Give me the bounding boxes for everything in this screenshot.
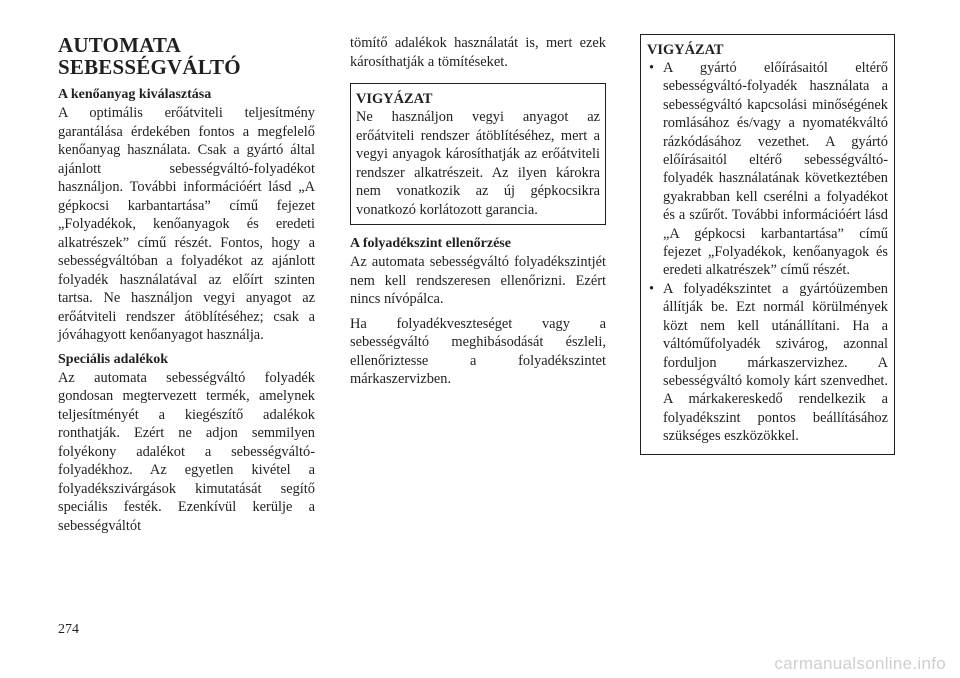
warning-title: VIGYÁZAT — [647, 42, 724, 58]
column-middle — [350, 34, 606, 395]
section-heading-additives: Speciális adalékok — [58, 351, 169, 367]
section-text-fluid-level-2: Ha folyadékveszteséget vagy a sebességváltó meghibásodását észleli, ellenőriztesse a folyadékszintet márkaszervizben. — [350, 315, 606, 387]
warning-text: Ne használjon vegyi anyagot az erőátviteli rendszer átöblítéséhez, mert a vegyi anyagok károsíthatják az erőátviteli rendszer alkatrészeit. Az ilyen károkra nem vonatkozik az új gépkocsikra vonatkozó korlátozott garancia. — [356, 109, 600, 218]
section-heading-lubricant: A kenőanyag kiválasztása — [58, 87, 212, 102]
list-item — [647, 280, 888, 446]
continued-text: tömítő adalékok használatát is, mert ezek károsíthatják a tömítéseket. — [350, 35, 606, 70]
bullet-text: A gyártó előírásaitól eltérő sebességváltó-folyadék használata a sebességváltó kapcsolási minőségének romlásához és/vagy a nyomatékváltó rázkódásához vezethet. A gyártó előírásaitól eltérő sebességváltó-folyadék használatának következtében gyakrabban kell cserélni a folyadékot és a szűrőt. További információért lásd „A gépkocsi karbantartása” című fejezet „Folyadékok, kenőanyagok és eredeti alkatrészek” című részét. — [663, 60, 888, 279]
column-left — [58, 34, 315, 541]
bullet-text: A folyadékszintet a gyártóüzemben állítják be. Ezt normál körülmények közt nem kell utánállítani. Ha a váltóműfolyadék szivárog, azonnal forduljon márkaszervizhez. A sebességváltó komoly kárt szenvedhet. A márkakereskedő rendelkezik a folyadékszint pontos beállításához szükséges eszközökkel. — [663, 280, 888, 445]
list-item — [647, 59, 888, 280]
warning-box-flush — [350, 83, 606, 225]
title-line-1: AUTOMATA — [58, 33, 181, 57]
bullet-icon: • — [649, 60, 655, 76]
section-text-additives: Az automata sebességváltó folyadék gondosan megtervezett termék, amelynek teljesítményét a kiegészítő adalékok ronthatják. Ezért ne adjon semmilyen folyékony adalékot a sebességváltó-folyadékhoz. Az egyetlen kivétel a folyadékszivárgások kimutatását segítő speciális festék. Ezenkívül kerülje a sebességváltót — [58, 369, 315, 534]
section-text-lubricant: A optimális erőátviteli teljesítmény garantálása érdekében fontos a megfelelő kenőanyag használata. Csak a gyártó által ajánlott sebességváltó-folyadékot használjon. További információért lásd „A gépkocsi karbantartása” című fejezet „Folyadékok, kenőanyagok és eredeti alkatrészek” című részét. Fontos, hogy a sebességváltóban a folyadékot az ajánlott folyadék használatával az előírt szinten tartsa. Ne használjon vegyi anyagot az erőátviteli rendszer átöblítéséhez; csak a jóváhagyott kenőanyagot használja. — [58, 105, 315, 343]
page-number: 274 — [58, 622, 79, 637]
warning-bullets — [647, 59, 888, 446]
page-title — [58, 34, 315, 78]
warning-box-fluid — [640, 34, 895, 455]
title-line-2: SEBESSÉGVÁLTÓ — [58, 55, 241, 79]
column-right — [640, 34, 895, 455]
watermark: carmanualsonline.info — [774, 654, 946, 673]
section-text-fluid-level-1: Az automata sebességváltó folyadékszintjét nem kell rendszeresen ellenőrizni. Ezért nincs nívópálca. — [350, 254, 606, 307]
warning-title: VIGYÁZAT — [356, 91, 433, 107]
bullet-icon: • — [649, 280, 655, 297]
section-heading-fluid-level: A folyadékszint ellenőrzése — [350, 236, 511, 251]
